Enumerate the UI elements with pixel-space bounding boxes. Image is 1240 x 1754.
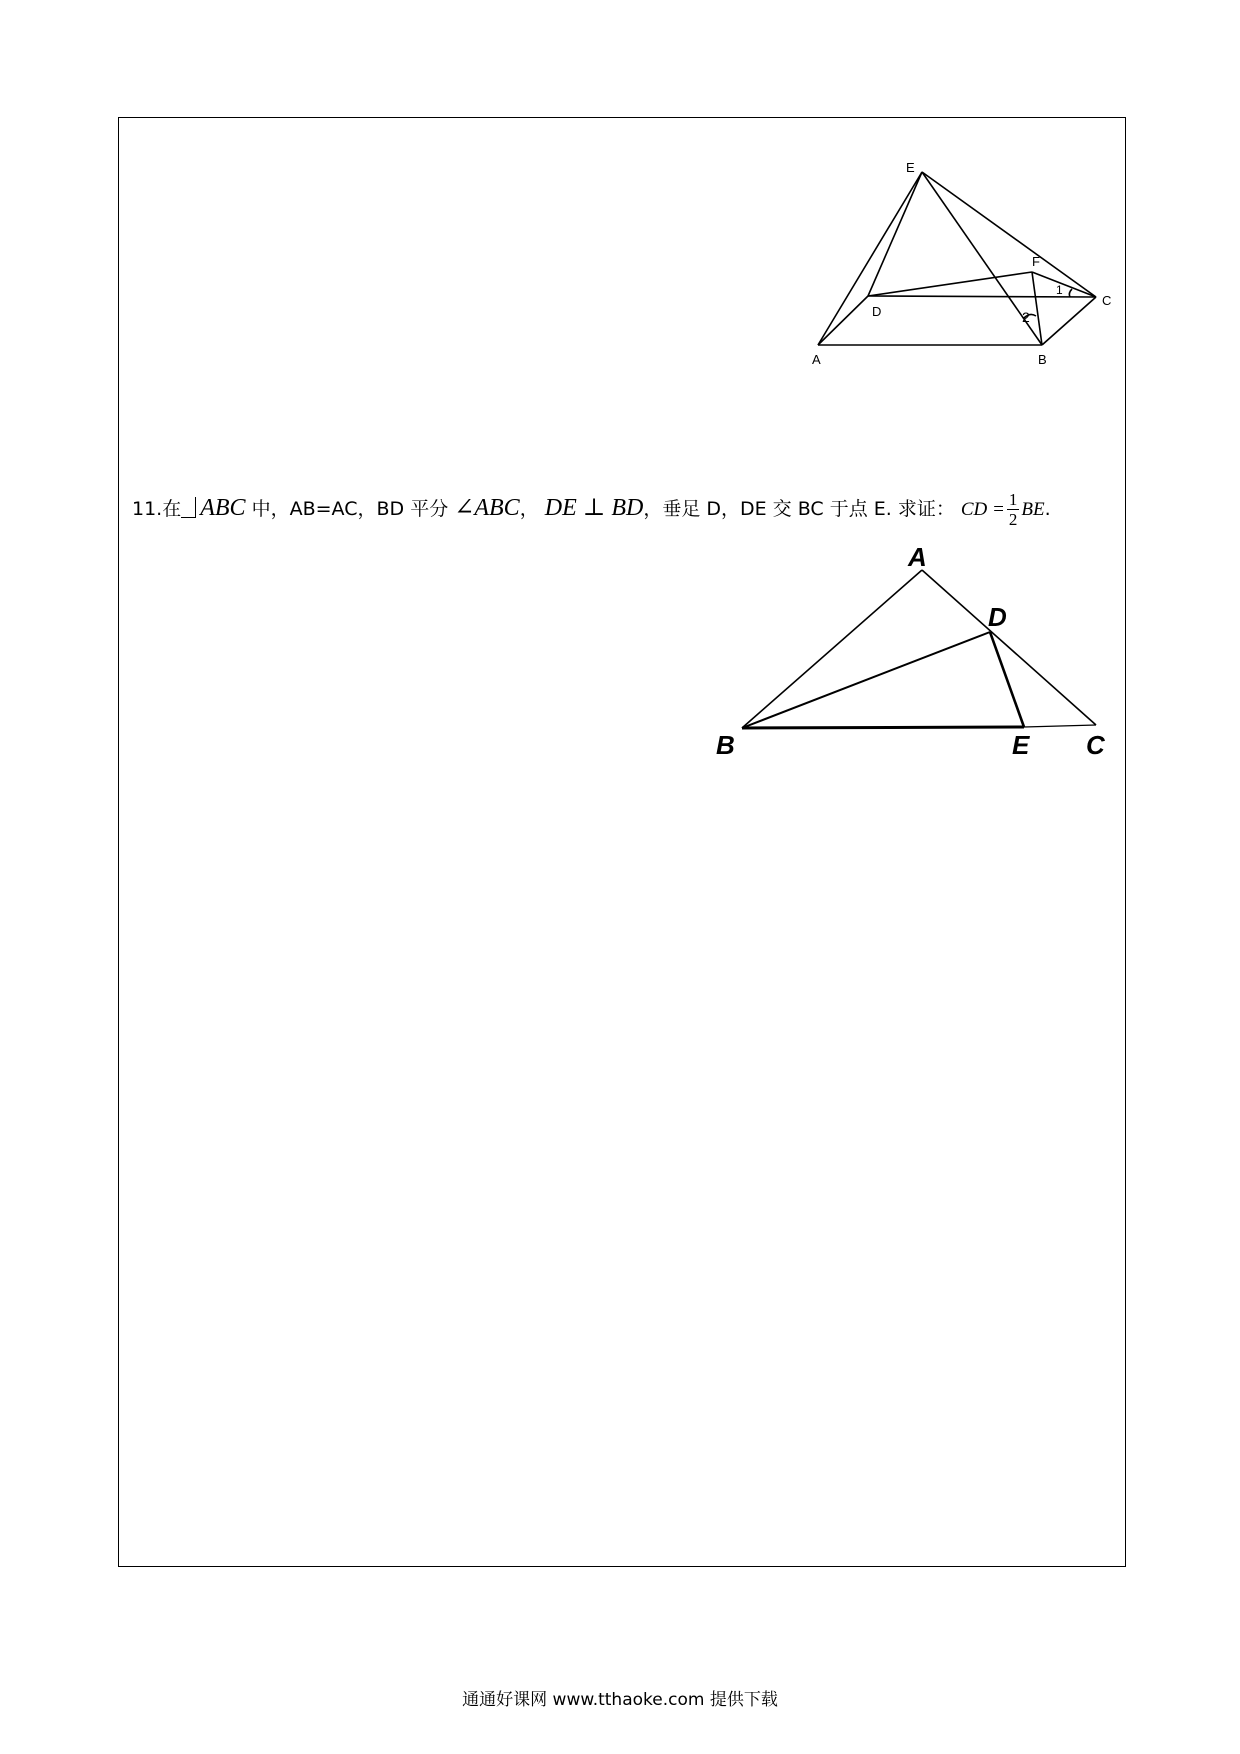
problem-text-3: ，垂足 D，DE 交 BC 于点 E. 求证： xyxy=(643,498,955,520)
problem-number: 11. xyxy=(132,498,163,520)
fig1-label-f: F xyxy=(1032,254,1040,269)
fig2-label-e: E xyxy=(1012,730,1030,760)
geometry-figure-2 xyxy=(0,0,1240,800)
fig1-label-a: A xyxy=(812,352,821,367)
fig2-label-b: B xyxy=(716,730,735,760)
triangle-abc: ABC xyxy=(200,495,246,521)
fig1-label-angle-1: 1 xyxy=(1056,283,1063,297)
angle-abc: ∠ABC xyxy=(454,495,520,521)
problem-comma: ， xyxy=(519,498,539,520)
fig2-label-d: D xyxy=(988,602,1007,632)
fraction-numerator: 1 xyxy=(1008,490,1018,509)
de-perp-bd: DE ⊥ BD xyxy=(544,495,644,521)
fig1-label-c: C xyxy=(1102,293,1112,308)
fig2-label-c: C xyxy=(1086,730,1105,760)
fig1-label-d: D xyxy=(872,304,882,319)
fig1-label-b: B xyxy=(1038,352,1047,367)
equation-right: BE xyxy=(1021,499,1045,520)
problem-text-2: 中，AB=AC，BD 平分 xyxy=(251,498,449,520)
problem-period: . xyxy=(1044,498,1051,520)
page-footer: 通通好课网 www.tthaoke.com 提供下载 xyxy=(462,1690,778,1710)
fraction-denominator: 2 xyxy=(1008,510,1018,529)
fig1-label-angle-2: 2 xyxy=(1022,309,1030,325)
problem-text-1: 在 xyxy=(162,498,182,520)
fig1-label-e: E xyxy=(906,160,915,175)
fig2-label-a: A xyxy=(908,542,927,572)
equation-left: CD = xyxy=(960,499,1005,520)
